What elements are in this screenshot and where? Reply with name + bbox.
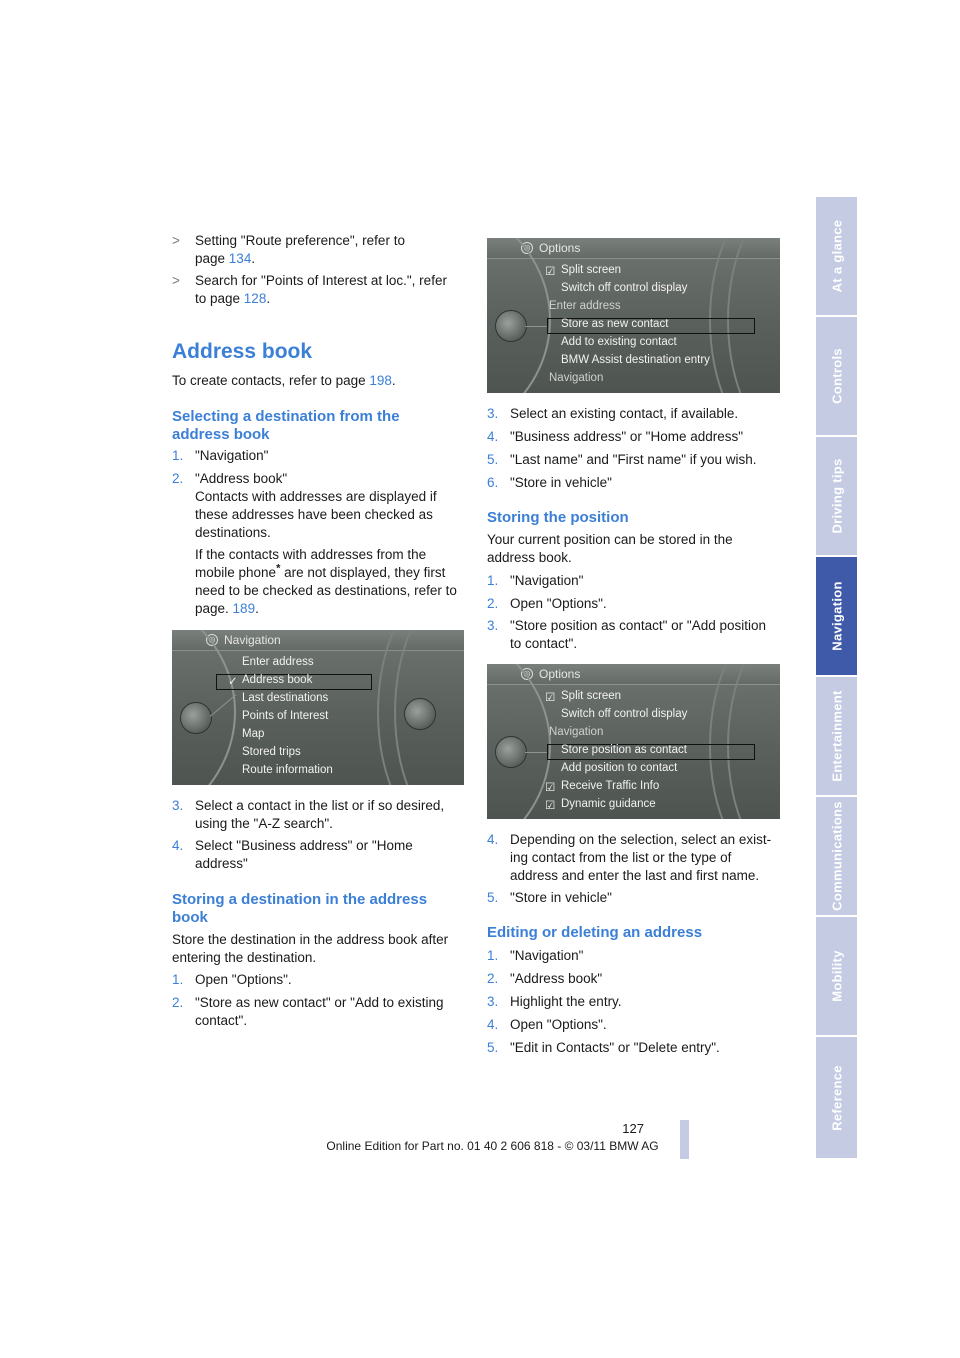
menu-item-switch-off-display[interactable]: Switch off control display (561, 708, 688, 720)
menu-item-last-destinations[interactable]: Last destinations (242, 692, 329, 704)
checkbox-icon: ☑ (545, 266, 556, 278)
section-navigation: Navigation (549, 372, 604, 384)
page-number: 127 (622, 1121, 644, 1136)
screenshot-navigation-menu: ◎ Navigation Enter address ✓ Address book Last destinations Points of Interest Map Stored trips Route information (172, 630, 464, 785)
menu-item-add-position[interactable]: Add position to contact (561, 762, 678, 774)
menu-item-store-new-contact[interactable]: Store as new contact (561, 318, 669, 330)
controller-knob-icon (180, 702, 212, 734)
screenshot-options-store-position: ◎ Options ☑ Split screen Switch off control display Navigation Store position as contact Add position to contact ☑ Receive Traffic Info ☑ Dynamic guidance (487, 664, 780, 819)
menu-item-enter-address[interactable]: Enter address (242, 656, 314, 668)
step-2: 2. Open "Options". (487, 596, 607, 611)
heading-editing-deleting: Editing or deleting an address (487, 924, 703, 941)
step-3: 3. Select a contact in the list or if so desired, using the "A-Z search". (172, 798, 445, 831)
step-2: 2. "Store as new contact" or "Add to existing contact". (172, 995, 444, 1028)
page-link-198[interactable]: 198 (369, 373, 392, 388)
bullet-points-of-interest: > Search for "Points of Interest at loc.", refer to page 128. (172, 273, 447, 306)
section-enter-address: Enter address (549, 300, 621, 312)
step-4: 4. Depending on the selection, select an exist- ing contact from the list or the type of address and enter the last and first name. (487, 832, 772, 883)
checkbox-icon: ☑ (545, 782, 556, 794)
step-4: 4. Select "Business address" or "Home address" (172, 838, 413, 871)
step-5: 5. "Last name" and "First name" if you wish. (487, 452, 757, 467)
step-2: 2. "Address book" (487, 971, 603, 986)
chapter-tabs (816, 197, 857, 1160)
intro-store-destination: Store the destination in the address book after entering the destination. (172, 932, 449, 965)
menu-item-add-existing-contact[interactable]: Add to existing contact (561, 336, 677, 348)
step-5: 5. "Edit in Contacts" or "Delete entry". (487, 1040, 720, 1055)
step-1: 1. Open "Options". (172, 972, 292, 987)
page-link-134[interactable]: 134 (228, 251, 252, 266)
bullet-route-preference: > Setting "Route preference", refer to page 134. (172, 233, 405, 266)
heading-storing-destination: Storing a destination in the address book (172, 891, 428, 926)
navigation-icon: ◎ (206, 634, 218, 646)
step-1: 1. "Navigation" (487, 573, 584, 588)
menu-item-store-position[interactable]: Store position as contact (561, 744, 687, 756)
intro-create-contacts: To create contacts, refer to page 198. (172, 373, 396, 388)
check-icon: ✓ (228, 676, 238, 688)
menu-item-switch-off-display[interactable]: Switch off control display (561, 282, 688, 294)
menu-item-map[interactable]: Map (242, 728, 265, 740)
page-link-189[interactable]: 189 (232, 601, 256, 616)
step-2: 2. "Address book" (172, 471, 288, 486)
section-navigation: Navigation (549, 726, 604, 738)
tab-entertainment[interactable]: Entertainment (816, 677, 857, 797)
tab-driving-tips[interactable]: Driving tips (816, 437, 857, 557)
tab-communications[interactable]: Communications (816, 797, 857, 917)
step-5: 5. "Store in vehicle" (487, 890, 612, 905)
options-icon: ◎ (521, 242, 533, 254)
menu-item-points-of-interest[interactable]: Points of Interest (242, 710, 329, 722)
options-icon: ◎ (521, 668, 533, 680)
tab-controls[interactable]: Controls (816, 317, 857, 437)
menu-item-stored-trips[interactable]: Stored trips (242, 746, 301, 758)
tab-mobility[interactable]: Mobility (816, 917, 857, 1037)
menu-item-dynamic-guidance[interactable]: Dynamic guidance (561, 798, 656, 810)
tab-at-a-glance[interactable]: At a glance (816, 197, 857, 317)
step-1: 1. "Navigation" (172, 448, 269, 463)
step-1: 1. "Navigation" (487, 948, 584, 963)
controller-knob-right-icon (404, 698, 436, 730)
checkbox-icon: ☑ (545, 692, 556, 704)
menu-item-split-screen[interactable]: Split screen (561, 690, 622, 702)
step-2-detail: Contacts with addresses are displayed if these addresses have been checked as destinations. (195, 489, 437, 540)
controller-knob-icon (495, 310, 527, 342)
footer-text: Online Edition for Part no. 01 40 2 606 818 - © 03/11 BMW AG (326, 1139, 659, 1153)
optional-equipment-star: * (276, 562, 281, 575)
tab-reference[interactable]: Reference (816, 1037, 857, 1160)
menu-item-bmw-assist[interactable]: BMW Assist destination entry (561, 354, 710, 366)
menu-item-receive-traffic[interactable]: Receive Traffic Info (561, 780, 660, 792)
step-3: 3. Select an existing contact, if available. (487, 406, 739, 421)
tab-navigation[interactable]: Navigation (816, 557, 857, 677)
step-4: 4. "Business address" or "Home address" (487, 429, 744, 444)
heading-address-book: Address book (172, 340, 313, 363)
page-link-128[interactable]: 128 (243, 291, 267, 306)
screenshot-options-store-contact: ◎ Options ☑ Split screen Switch off control display Enter address Store as new contact Add to existing contact BMW Assist destination entry Navigation (487, 238, 780, 393)
menu-item-split-screen[interactable]: Split screen (561, 264, 622, 276)
intro-store-position: Your current position can be stored in the address book. (487, 532, 733, 565)
step-6: 6. "Store in vehicle" (487, 475, 612, 490)
heading-selecting-destination: Selecting a destination from the address book (172, 408, 400, 443)
step-3: 3. "Store position as contact" or "Add position to contact". (487, 618, 767, 651)
menu-item-route-information[interactable]: Route information (242, 764, 333, 776)
checkbox-icon: ☑ (545, 800, 556, 812)
step-2-note: If the contacts with addresses from the mobile phone* are not displayed, they first need to be checked as destinations, refer to page. 189. (195, 547, 457, 616)
step-3: 3. Highlight the entry. (487, 994, 622, 1009)
step-4: 4. Open "Options". (487, 1017, 607, 1032)
heading-storing-position: Storing the position (487, 509, 629, 526)
menu-item-address-book[interactable]: Address book (242, 674, 313, 686)
controller-knob-icon (495, 736, 527, 768)
